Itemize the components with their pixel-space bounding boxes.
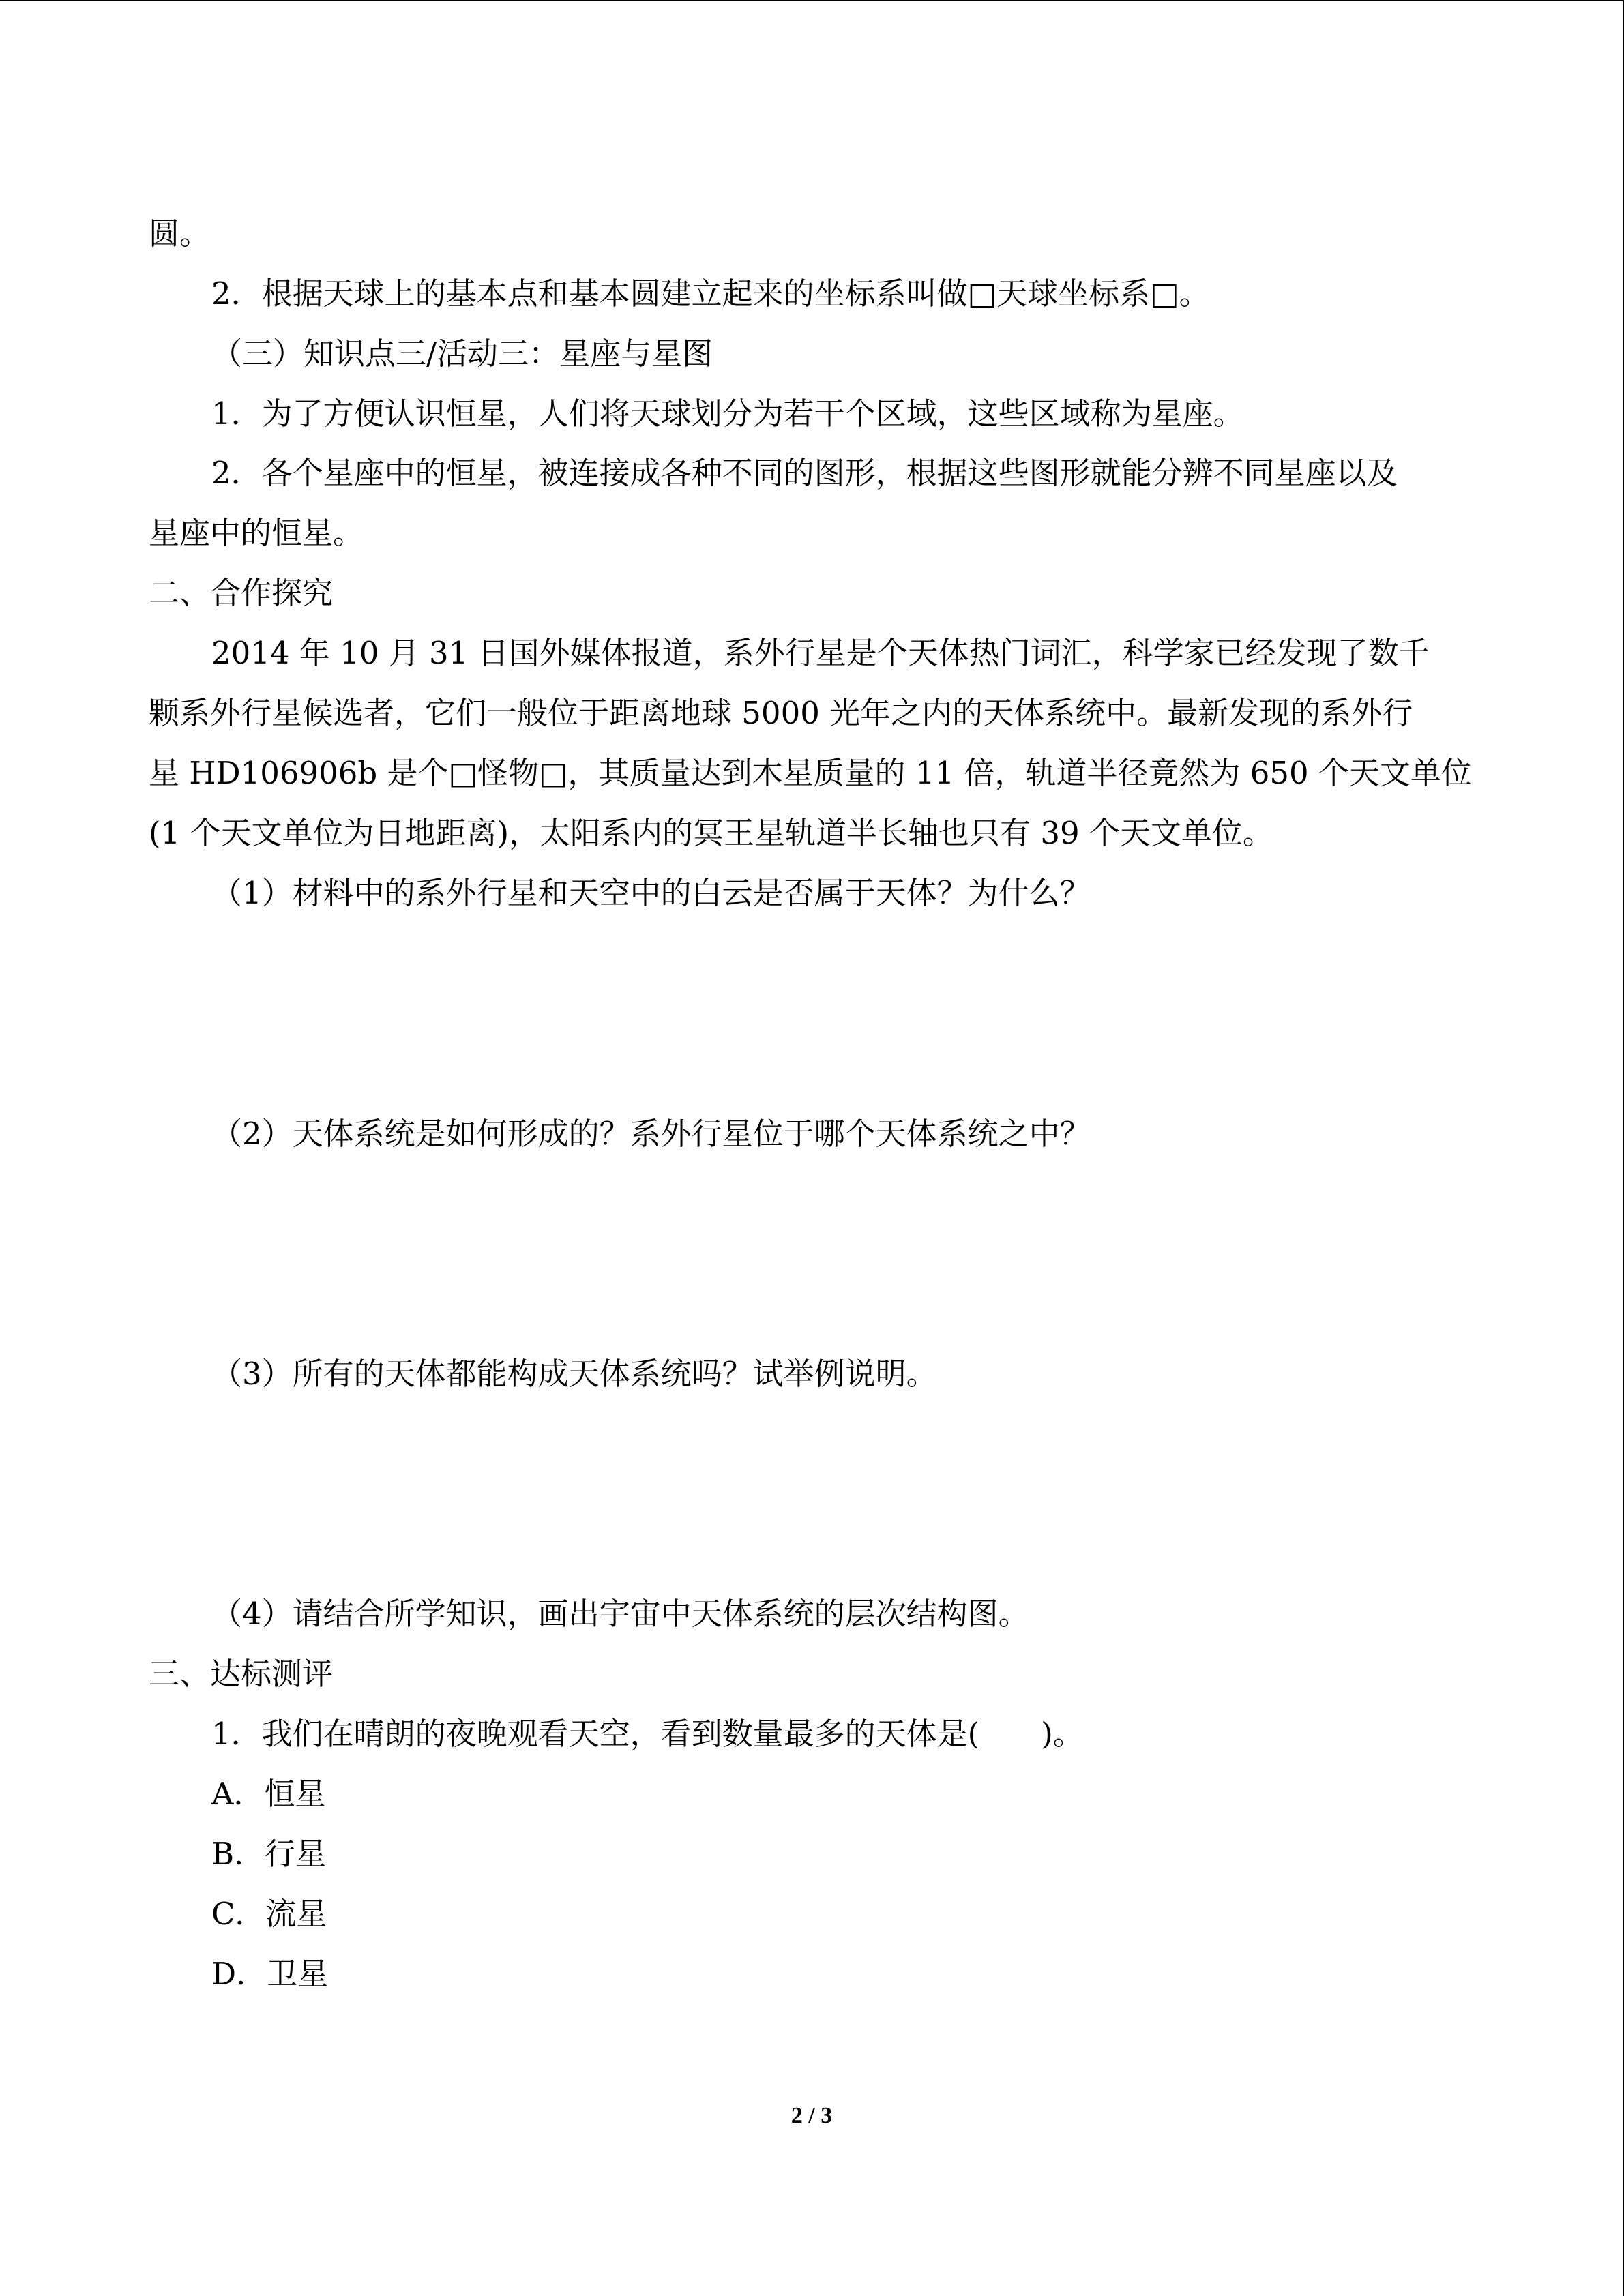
question: （4）请结合所学知识，画出宇宙中天体系统的层次结构图。 <box>211 1596 1029 1632</box>
section-heading: 二、合作探究 <box>149 575 334 611</box>
text-line: 2．各个星座中的恒星，被连接成各种不同的图形，根据这些图形就能分辨不同星座以及 <box>211 455 1398 491</box>
choice-a: A．恒星 <box>211 1776 326 1812</box>
text-line: 1．为了方便认识恒星，人们将天球划分为若干个区域，这些区域称为星座。 <box>211 396 1244 432</box>
choice-c: C．流星 <box>211 1896 327 1932</box>
text-line: 星 HD106906b 是个□怪物□，其质量达到木星质量的 11 倍，轨道半径竟然为 650 个天文单位 <box>149 755 1472 791</box>
section-heading: （三）知识点三/活动三：星座与星图 <box>211 336 713 372</box>
question: （2）天体系统是如何形成的？系外行星位于哪个天体系统之中？ <box>211 1116 1091 1152</box>
text-line: (1 个天文单位为日地距离)，太阳系内的冥王星轨道半长轴也只有 39 个天文单位。 <box>149 815 1273 851</box>
question: 1．我们在晴朗的夜晚观看天空，看到数量最多的天体是( )。 <box>211 1716 1084 1752</box>
text-line: 圆。 <box>149 215 211 252</box>
choice-d: D．卫星 <box>211 1956 329 1992</box>
section-heading: 三、达标测评 <box>149 1656 334 1692</box>
text-line: 星座中的恒星。 <box>149 515 364 551</box>
question: （3）所有的天体都能构成天体系统吗？试举例说明。 <box>211 1356 937 1392</box>
page-number: 2 / 3 <box>791 2103 833 2128</box>
text-line: 2014 年 10 月 31 日国外媒体报道，系外行星是个天体热门词汇，科学家已经发现了数千 <box>211 635 1430 671</box>
text-line: 颗系外行星候选者，它们一般位于距离地球 5000 光年之内的天体系统中。最新发现的系外行 <box>149 695 1413 731</box>
text-line: 2．根据天球上的基本点和基本圆建立起来的坐标系叫做□天球坐标系□。 <box>211 275 1210 312</box>
question: （1）材料中的系外行星和天空中的白云是否属于天体？为什么？ <box>211 875 1091 911</box>
choice-b: B．行星 <box>211 1836 327 1872</box>
